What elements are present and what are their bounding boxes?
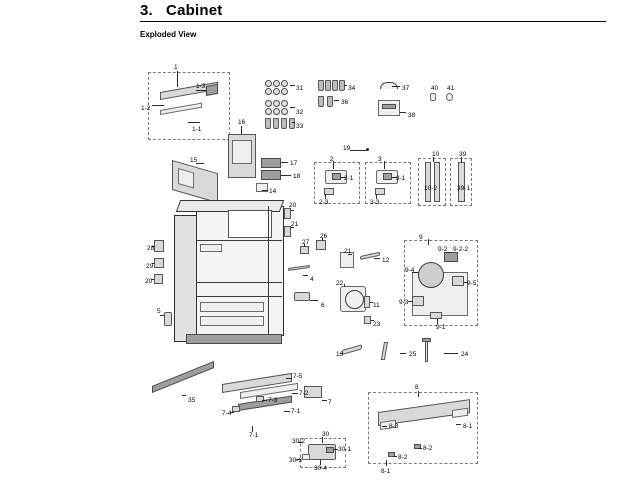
section-title: Cabinet: [166, 2, 223, 19]
part-callout-17: 17: [290, 160, 298, 167]
part-callout-23: 23: [373, 321, 381, 328]
part-callout-36: 36: [341, 99, 349, 106]
lead-37: [392, 86, 400, 87]
part-9-compressor: [418, 262, 444, 288]
part-callout-18: 18: [293, 173, 301, 180]
part-17-module: [261, 158, 281, 168]
part-callout-8-2: 8-2: [423, 445, 433, 452]
part-22-fan: [345, 290, 364, 309]
part-6-clamp: [294, 292, 310, 301]
part-callout-1-1: 1-1: [192, 126, 202, 133]
part-24-head: [422, 338, 431, 342]
part-callout-31: 31: [296, 85, 304, 92]
lead-16: [241, 126, 242, 134]
part-40: [430, 93, 436, 101]
lead-14: [262, 190, 268, 191]
part-callout-8-2: 8-2: [398, 454, 408, 461]
part-9-3-mount: [412, 296, 424, 306]
part-callout-11: 11: [373, 302, 380, 309]
cabinet-shelf-upper: [228, 210, 272, 238]
part-26: [316, 240, 326, 250]
part-35-trim: [152, 361, 214, 393]
part-callout-7-1: 7-1: [249, 432, 259, 439]
part-callout-32: 32: [296, 109, 304, 116]
part-callout-9-4: 9-4: [405, 267, 415, 274]
part-21-right: [284, 226, 291, 237]
part-10-rail-b: [434, 162, 440, 202]
part-callout-9-3: 9-3: [399, 299, 409, 306]
cabinet-divider-2: [196, 282, 282, 283]
part-5-leg: [164, 312, 172, 326]
cabinet-drawer-2: [200, 316, 264, 326]
part-callout-28: 28: [147, 245, 155, 252]
lead-7-5: [286, 378, 292, 379]
part-23-foot: [364, 316, 371, 324]
part-callout-9-2: 9-2: [438, 246, 448, 253]
lead-1-2: [152, 105, 164, 106]
part-callout-34: 34: [348, 85, 356, 92]
part-callout-9: 9: [419, 234, 423, 241]
part-callout-14: 14: [269, 188, 277, 195]
lead-32: [290, 107, 295, 108]
lead-7-3: [262, 400, 267, 401]
part-callout-12: 12: [382, 257, 390, 264]
part-callout-37: 37: [402, 85, 410, 92]
part-callout-3-1: 3-1: [396, 175, 406, 182]
lead-34: [344, 85, 347, 86]
lead-25: [400, 353, 406, 354]
part-30-3-detail: [302, 454, 310, 460]
lead-36: [334, 100, 339, 101]
part-callout-39: 39: [459, 151, 467, 158]
lead-7: [322, 400, 327, 401]
lead-9-3: [408, 301, 413, 302]
part-callout-30-3: 30-3: [289, 457, 303, 464]
part-callout-30-1: 30-1: [338, 446, 352, 453]
part-callout-3: 3: [378, 156, 382, 163]
lead-38: [400, 112, 406, 113]
part-20-right: [284, 208, 291, 219]
part-callout-33: 33: [296, 123, 304, 130]
part-16-inner: [232, 140, 252, 164]
part-callout-30: 30: [322, 431, 330, 438]
lead-33: [292, 122, 295, 123]
section-number: 3.: [140, 2, 153, 19]
lead-24: [444, 353, 458, 354]
lead-1-1: [188, 122, 200, 123]
part-callout-6: 6: [321, 302, 325, 309]
part-30-1-detail: [326, 447, 334, 453]
lead-20-right: [291, 210, 294, 211]
part-callout-26: 26: [320, 233, 328, 240]
part-29: [154, 258, 164, 268]
lead-7-1: [284, 411, 290, 412]
part-callout-30-2: 30-2: [292, 438, 306, 445]
lead-8: [418, 391, 419, 397]
cabinet-vertical-divider: [268, 206, 269, 334]
page-title: [140, 2, 222, 19]
part-callout-7-2: 7-2: [299, 390, 309, 397]
part-callout-10-2: 10-2: [424, 185, 438, 192]
lead-7-2: [292, 393, 298, 394]
part-callout-41: 41: [447, 85, 455, 92]
lead-31: [290, 85, 295, 86]
part-callout-35: 35: [188, 397, 196, 404]
part-41: [446, 93, 453, 101]
part-13-hook: [342, 344, 362, 355]
part-24-rod: [425, 340, 428, 362]
part-callout-29: 29: [146, 263, 154, 270]
lead-4: [303, 275, 308, 276]
lead-17: [281, 162, 288, 163]
part-callout-9-2-2: 9-2-2: [453, 246, 469, 253]
part-callout-8-3: 8-3: [389, 423, 399, 430]
part-9-2-bracket: [444, 252, 458, 262]
part-callout-1: 1: [174, 64, 178, 71]
arrow-19: [366, 148, 369, 151]
lead-8-2l: [393, 456, 397, 457]
cabinet-divider-1: [196, 240, 282, 241]
part-callout-30-4: 30-4: [314, 465, 328, 472]
part-7-3-clip: [256, 396, 264, 402]
part-callout-10: 10: [432, 151, 440, 158]
part-9-5-mount: [452, 276, 464, 286]
part-27: [300, 246, 309, 254]
part-callout-7: 7: [328, 399, 332, 406]
lead-8-2r: [418, 448, 422, 449]
lead-35: [182, 395, 186, 396]
part-callout-27: 27: [302, 239, 310, 246]
lead-6: [310, 300, 318, 301]
part-callout-19: 19: [343, 145, 351, 152]
part-callout-25: 25: [409, 351, 417, 358]
part-callout-22: 22: [336, 280, 344, 287]
part-callout-2-3: 2-3: [319, 199, 329, 206]
cabinet-base: [186, 334, 282, 344]
part-callout-1-3: 1-3: [196, 83, 206, 90]
part-callout-15: 15: [190, 157, 198, 164]
lead-9: [428, 239, 429, 245]
lead-8-1: [456, 424, 461, 425]
lead-18: [281, 175, 291, 176]
part-38-detail: [382, 104, 396, 109]
part-callout-38: 38: [408, 112, 416, 119]
part-callout-20: 20: [145, 278, 153, 285]
part-25-rod: [381, 342, 388, 360]
cabinet-drawer-1: [200, 302, 264, 312]
part-callout-20: 20: [289, 202, 297, 209]
part-callout-21: 21: [291, 221, 299, 228]
part-4-tube: [288, 265, 310, 271]
part-callout-3-3: 3-3: [370, 199, 380, 206]
part-callout-7-4: 7-4: [222, 410, 232, 417]
part-callout-7-3: 7-3: [268, 397, 278, 404]
part-callout-1-2: 1-2: [141, 105, 151, 112]
part-callout-8-1: 8-1: [463, 423, 473, 430]
part-callout-4: 4: [310, 276, 314, 283]
subtitle: Exploded View: [140, 30, 197, 39]
group-10-dashed-box: [418, 158, 446, 206]
part-callout-39-1: 39-1: [457, 185, 471, 192]
cabinet-control-panel: [200, 244, 222, 252]
part-20-left: [154, 274, 163, 284]
part-callout-24: 24: [461, 351, 469, 358]
part-callout-2-1: 2-1: [344, 175, 354, 182]
part-callout-8-1: 8-1: [381, 468, 391, 475]
lead-8-3: [382, 426, 387, 427]
part-1-3-bracket-end: [206, 84, 218, 96]
part-callout-40: 40: [431, 85, 439, 92]
lead-12: [374, 258, 380, 259]
lead-1: [177, 71, 178, 87]
part-18-module: [261, 170, 281, 180]
part-39-rail: [458, 162, 465, 202]
lead-8-1b: [386, 460, 387, 466]
part-callout-9-5: 9-5: [467, 280, 477, 287]
part-callout-9-1: 9-1: [436, 324, 446, 331]
part-callout-13: 13: [336, 351, 344, 358]
title-divider: [140, 21, 606, 22]
part-28: [154, 240, 164, 252]
part-callout-16: 16: [238, 119, 246, 126]
lead-22: [344, 284, 345, 287]
part-callout-2: 2: [330, 156, 334, 163]
part-callout-7-1: 7-1: [291, 408, 301, 415]
part-10-rail-a: [425, 162, 431, 202]
part-callout-8: 8: [415, 384, 419, 391]
part-3-1-detail: [383, 173, 392, 180]
part-callout-21: 21: [344, 248, 352, 255]
part-2-1-detail: [332, 173, 341, 180]
lead-3: [384, 161, 385, 169]
part-9-1-foot: [430, 312, 442, 319]
cabinet-divider-3: [196, 296, 282, 297]
part-callout-5: 5: [157, 308, 161, 315]
part-callout-7-5: 7-5: [293, 373, 303, 380]
